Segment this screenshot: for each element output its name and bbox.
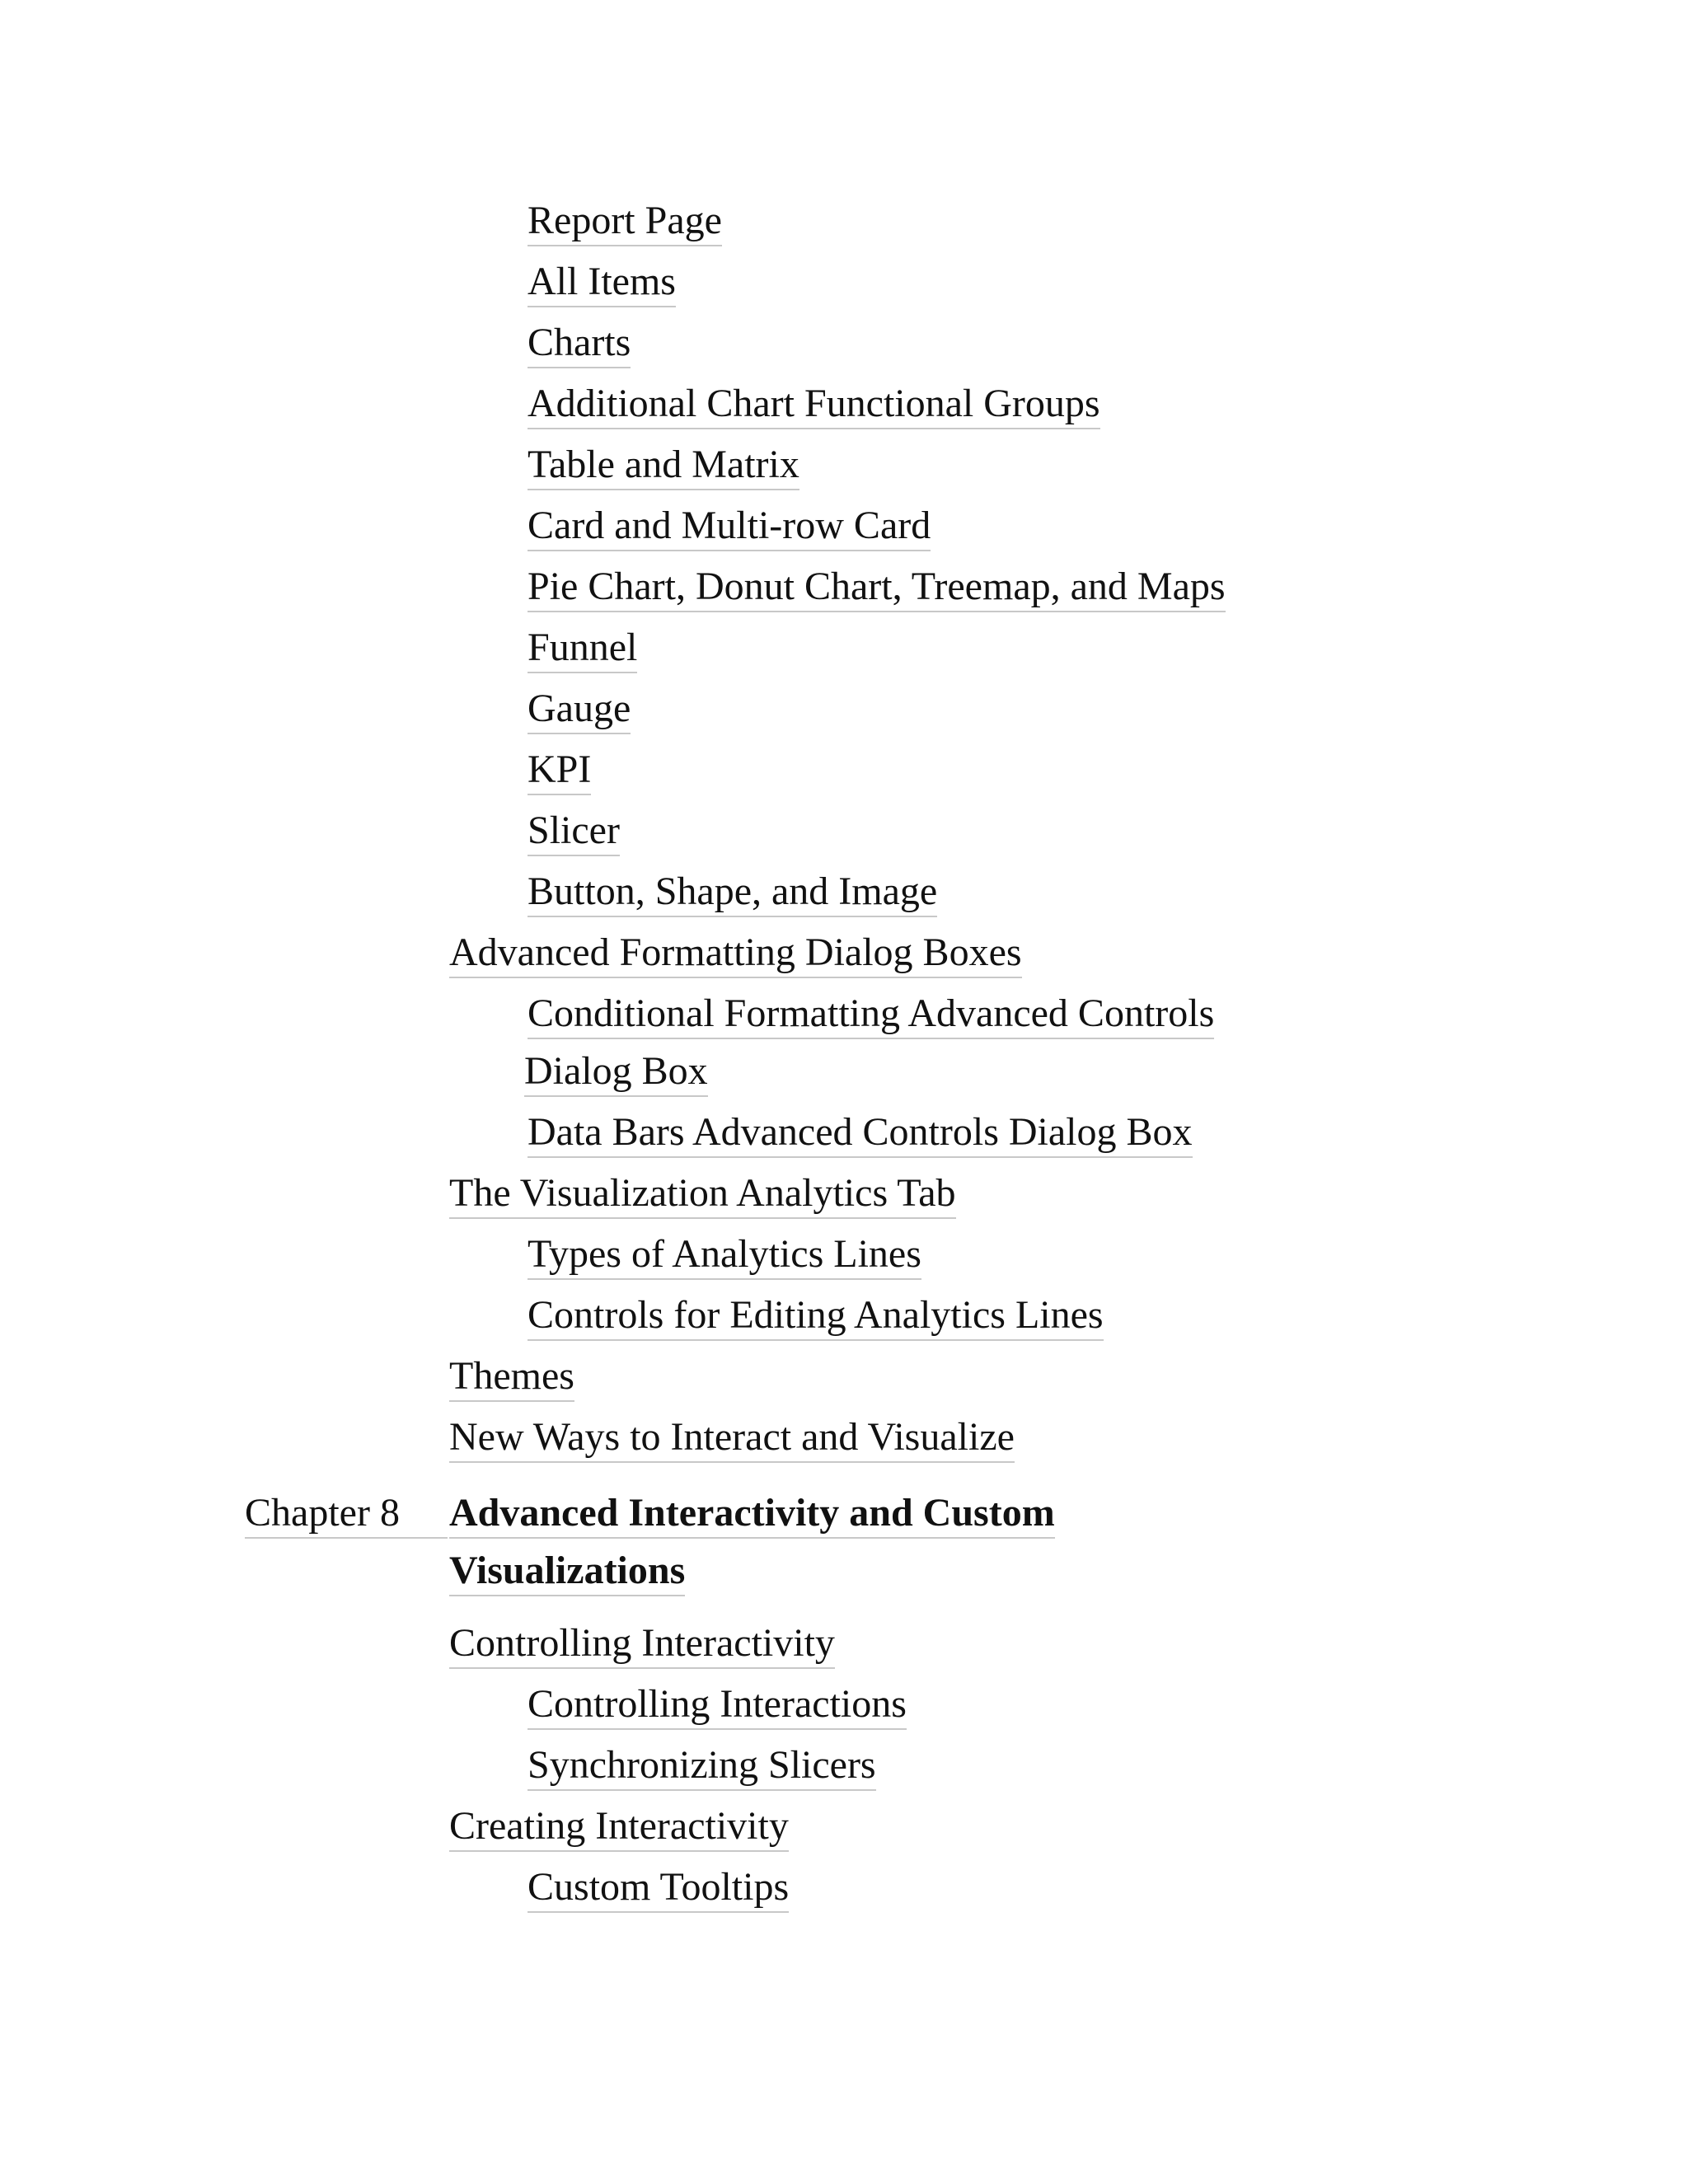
toc-entry-dialog-box[interactable]: Dialog Box	[524, 1048, 708, 1097]
toc-entry-kpi[interactable]: KPI	[528, 747, 591, 795]
toc-entry-charts[interactable]: Charts	[528, 320, 631, 368]
chapter-label[interactable]: Chapter 8	[245, 1490, 448, 1539]
toc-entry-conditional-formatting-advanced-controls[interactable]: Conditional Formatting Advanced Controls	[528, 991, 1214, 1039]
toc-entry-additional-chart-functional-groups[interactable]: Additional Chart Functional Groups	[528, 381, 1100, 429]
toc-entry-data-bars-advanced-controls[interactable]: Data Bars Advanced Controls Dialog Box	[528, 1109, 1193, 1158]
toc-entry-advanced-formatting-dialog-boxes[interactable]: Advanced Formatting Dialog Boxes	[449, 930, 1022, 978]
toc-entry-funnel[interactable]: Funnel	[528, 625, 637, 673]
toc-entry-pie-donut-treemap-maps[interactable]: Pie Chart, Donut Chart, Treemap, and Maps	[528, 564, 1226, 612]
toc-entry-themes[interactable]: Themes	[449, 1353, 574, 1402]
toc-entry-slicer[interactable]: Slicer	[528, 808, 620, 856]
toc-entry-table-and-matrix[interactable]: Table and Matrix	[528, 442, 799, 490]
toc-entry-visualization-analytics-tab[interactable]: The Visualization Analytics Tab	[449, 1170, 956, 1219]
toc-entry-report-page[interactable]: Report Page	[528, 198, 722, 246]
toc-entry-types-of-analytics-lines[interactable]: Types of Analytics Lines	[528, 1231, 921, 1280]
toc-entry-controls-editing-analytics-lines[interactable]: Controls for Editing Analytics Lines	[528, 1292, 1104, 1341]
chapter-title-line1[interactable]: Advanced Interactivity and Custom	[449, 1490, 1055, 1539]
toc-entry-all-items[interactable]: All Items	[528, 259, 676, 307]
toc-entry-controlling-interactivity[interactable]: Controlling Interactivity	[449, 1620, 835, 1669]
toc-entry-synchronizing-slicers[interactable]: Synchronizing Slicers	[528, 1742, 876, 1791]
toc-entry-controlling-interactions[interactable]: Controlling Interactions	[528, 1681, 907, 1730]
toc-entry-creating-interactivity[interactable]: Creating Interactivity	[449, 1803, 789, 1852]
toc-entry-custom-tooltips[interactable]: Custom Tooltips	[528, 1864, 789, 1913]
toc-entry-button-shape-image[interactable]: Button, Shape, and Image	[528, 869, 937, 917]
toc-entry-card-and-multi-row-card[interactable]: Card and Multi-row Card	[528, 503, 931, 551]
toc-entry-new-ways-interact-visualize[interactable]: New Ways to Interact and Visualize	[449, 1414, 1015, 1463]
chapter-title-line2[interactable]: Visualizations	[449, 1548, 685, 1596]
toc-entry-gauge[interactable]: Gauge	[528, 686, 631, 734]
